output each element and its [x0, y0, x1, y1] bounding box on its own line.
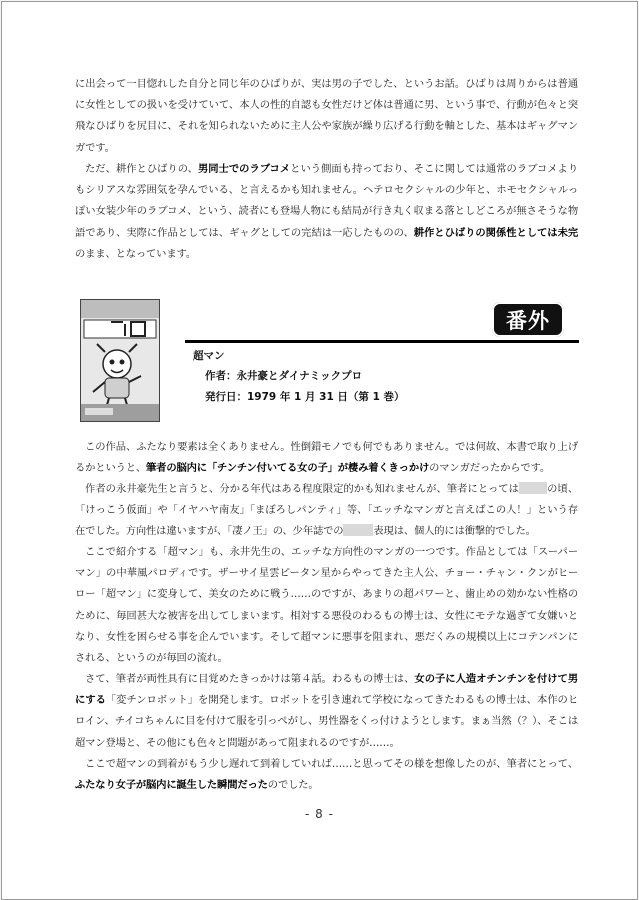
body-paragraph-3: ここで紹介する「超マン」も、永井先生の、エッチな方向性のマンガの一つです。作品としては「スーパーマン」の中華風パロディです。ザーサイ星雲ピータン星からやってきた主人公、チョー・チャン・クンがヒーロー「超マン」に変身して、美女のために戦う……のですが、あまりの超パワーと、歯止めの効かない性格のために、毎回甚大な被害を出してしまいます。相対する悪役のわるもの博士は、女性にモテな過ぎて女嫌いとなり、女性を困らせる事を企んでいます。そして超マンに悪事を阻まれ、悪だくみの規模以上にコテンパンにされる、というのが毎回の流れ。 [75, 546, 578, 665]
body-paragraph-1: この作品、ふたなり要素は全くありません。性倒錯モノでも何でもありません。では何故、本書で取り上げるかというと、筆者の脳内に「チンチン付いてる女の子」が棲み着くきっかけのマンガだったからです。 [75, 441, 578, 475]
section-divider [185, 340, 579, 343]
body-paragraph-2: 作者の永井豪先生と言うと、分かる年代はある程度限定的かも知れませんが、筆者にとっては の頃、「けっこう仮面」や「イヤハヤ南友」「まぼろしパンティ」等、「エッチなマンガと言えばこの人！」という存在でした。方向性は違いますが、「凄ノ王」の、少年誌での 表現は、個人的には衝撃的でした。 [75, 483, 578, 538]
manga-cover-image [80, 299, 160, 422]
document-page [1, 1, 638, 900]
intro-paragraph-2: ただ、耕作とひばりの、男同士でのラブコメという側面も持っており、そこに関しては通常のラブコメよりもシリアスな雰囲気を孕んでいる、と言えるかも知れません。ヘテロセクシャルの少年と、ホモセクシャルっぽい女装少年のラブコメ、という、読者にも登場人物にも結局が行き丸く収まる落としどころが無さそうな物語であり、実際に作品としては、ギャグとしての完結は一応したものの、耕作とひばりの関係性としては未完のまま、となっています。 [75, 163, 578, 260]
censor-mask [343, 524, 373, 536]
manga-cover-illustration [81, 300, 159, 421]
work-date: 発行日：1979 年 1 月 31 日（第 1 巻） [205, 391, 405, 403]
body-paragraph-4: さて、筆者が両性具有に目覚めたきっかけは第４話。わるもの博士は、女の子に人造オチンチンを付けて男にする「変チンロボット」を開発します。ロボットを引き連れて学校になってきたわるもの博士は、本作のヒロイン、チイコちゃんに目を付けて服を引っぺがし、男性器をくっ付けようとします。まぁ当然（？）、そこは超マン登場と、その他にも色々と問題があって阻まれるのですが……。 [75, 673, 578, 749]
work-title: 超マン [193, 350, 225, 362]
page-number: - 8 - [305, 807, 334, 821]
body-paragraph-5: ここで超マンの到着がもう少し遅れて到着していれば……と思ってその様を想像したのが、筆者にとって、ふたなり女子が脳内に誕生した瞬間だったのでした。 [75, 758, 578, 792]
extra-badge: 番外 [492, 302, 564, 337]
work-author: 作者：永井豪とダイナミックプロ [205, 370, 363, 382]
censor-mask [519, 482, 547, 494]
intro-paragraph-1: に出会って一目惚れした自分と同じ年のひばりが、実は男の子でした、というお話。ひばりは周りからは普通に女性としての扱いを受けていて、本人の性的自認も女性だけど体は普通に男、という事で、行動が色々と突飛なひばりを尻目に、それを知られないために主人公や家族が繰り広げる行動を軸とした、基本はギャグマンガです。 [75, 78, 578, 154]
